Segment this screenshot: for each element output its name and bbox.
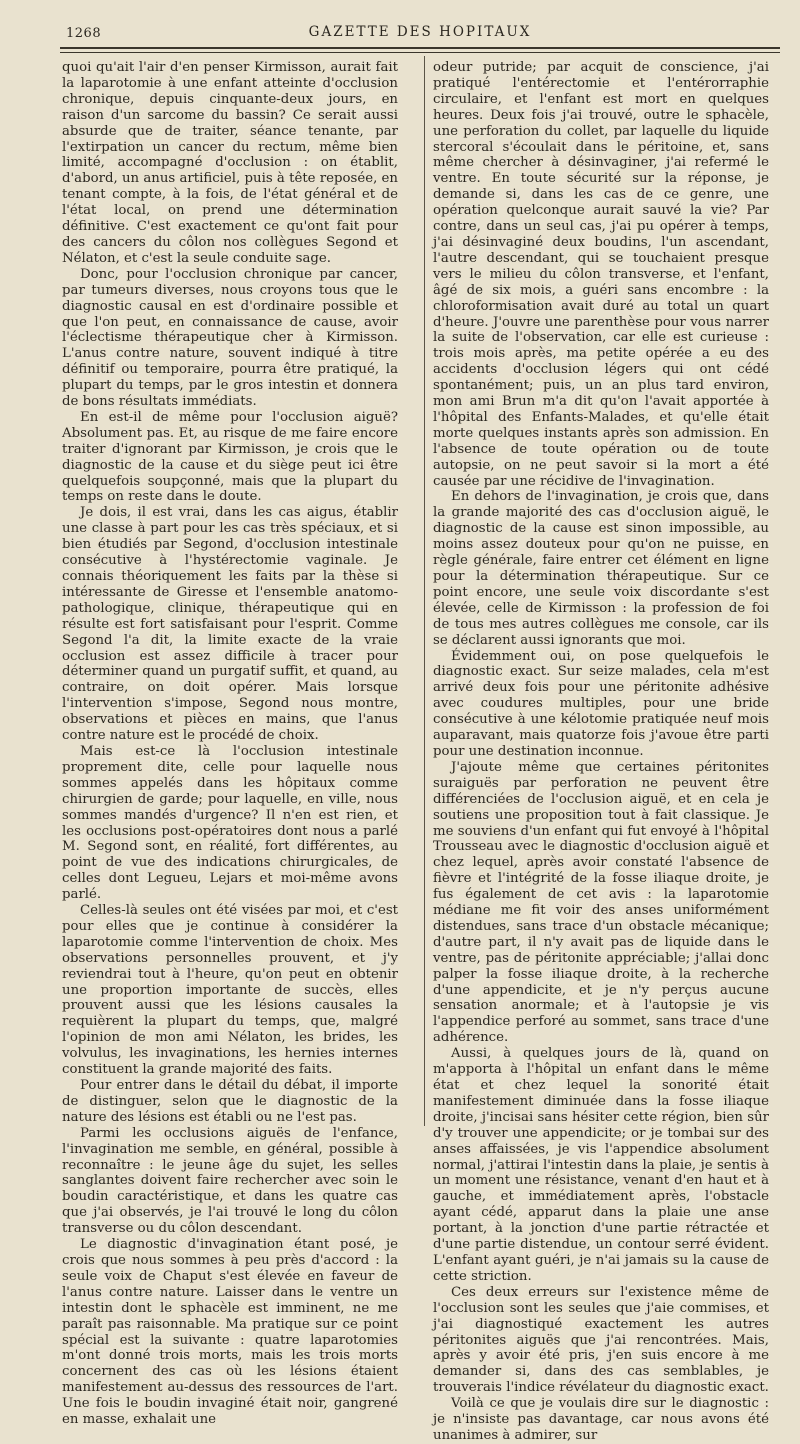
paragraph: Donc, pour l'occlusion chronique par cancer, par tumeurs diverses, nous croyons tous que le diagnostic causal en est d'ordinaire possible et que l'on peut, en connaissance de cause, avoir l'éclectisme thérapeutique cher à Kirmisson. L'anus contre nature, souvent indiqué à titre définitif ou temporaire, pourra être pratiqué, la plupart du temps, par le gros intestin et donnera de bons résultats immédiats. bbox=[62, 266, 398, 410]
paragraph: Le diagnostic d'invagination étant posé, je crois que nous sommes à peu près d'accord : la seule voix de Chaput s'est élevée en faveur de l'anus contre nature. Laisser dans le ventre un intestin dont le sphacèle est imminent, ne me paraît pas raisonnable. Ma pratique sur ce point spécial est la suivante : quatre laparotomies m'ont donné trois morts, mais les trois morts concernent des cas où les lésions étaient manifestement au-dessus des ressources de l'art. Une fois le boudin invaginé était noir, gangrené en masse, exhalait une bbox=[62, 1237, 398, 1428]
paragraph: quoi qu'ait l'air d'en penser Kirmisson, aurait fait la laparotomie à une enfant atteinte d'occlusion chronique, depuis cinquante-deux jours, en raison d'un sarcome du bassin? Ce serait aussi absurde que de traiter, séance tenante, par l'extirpation un cancer du rectum, même bien limité, accompagné d'occlusion : on établit, d'abord, un anus artificiel, puis à tête reposée, en tenant compte, à la fois, de l'état général et de l'état local, on prend une détermination définitive. C'est exactement ce qu'ont fait pour des cancers du côlon nos collègues Segond et Nélaton, et c'est la seule conduite sage. bbox=[62, 60, 398, 266]
paragraph: Ces deux erreurs sur l'existence même de l'occlusion sont les seules que j'aie commises, et j'ai diagnostiqué exactement les autres péritonites aiguës que j'ai rencontrées. Mais, après y avoir été pris, j'en suis encore à me demander si, dans des cas semblables, je trouverais l'indice révélateur du diagnostic exact. bbox=[433, 1284, 769, 1396]
paragraph: Voilà ce que je voulais dire sur le diagnostic : je n'insiste pas davantage, car nous avons été unanimes à admirer, sur bbox=[433, 1396, 769, 1443]
paragraph: Je dois, il est vrai, dans les cas aigus, établir une classe à part pour les cas très spéciaux, et si bien étudiés par Segond, d'occlusion intestinale consécutive à l'hystérectomie vaginale. Je connais théoriquement les faits par la thèse si intéressante de Giresse et l'ensemble anatomo-pathologique, clinique, thérapeutique qui en résulte est fort satisfaisant pour l'esprit. Comme Segond l'a dit, la limite exacte de la vraie occlusion est assez difficile à tracer pour déterminer quand un purgatif suffit, et quand, au contraire, on doit opérer. Mais lorsque l'intervention s'impose, Segond nous montre, observations et pièces en mains, que l'anus contre nature est le procédé de choix. bbox=[62, 505, 398, 744]
left-column bbox=[62, 60, 398, 1428]
header-rule-thin bbox=[60, 52, 780, 53]
paragraph: Aussi, à quelques jours de là, quand on m'apporta à l'hôpital un enfant dans le même état et chez lequel la sonorité était manifestement diminuée dans la fosse iliaque droite, j'incisai sans hésiter cette région, bien sûr d'y trouver une appendicite; or je tombai sur des anses affaissées, je vis l'appendice absolument normal, j'attirai l'intestin dans la plaie, je sentis à un moment une résistance, venant d'en haut et à gauche, et immédiatement après, l'obstacle ayant cédé, apparut dans la plaie une anse portant, à la jonction d'une partie rétractée et d'une partie distendue, un contour serré évident. L'enfant ayant guéri, je n'ai jamais su la cause de cette striction. bbox=[433, 1046, 769, 1284]
paragraph: J'ajoute même que certaines péritonites suraiguës par perforation ne peuvent être différenciées de l'occlusion aiguë, et en cela je soutiens une proposition tout à fait classique. Je me souviens d'un enfant qui fut envoyé à l'hôpital Trousseau avec le diagnostic d'occlusion aiguë et chez lequel, après avoir constaté l'absence de fièvre et l'intégrité de la fosse iliaque droite, je fus également de cet avis : la laparotomie médiane me fit voir des anses uniformément distendues, sans trace d'un obstacle mécanique; d'autre part, il n'y avait pas de liquide dans le ventre, pas de péritonite appréciable; j'allai donc palper la fosse iliaque droite, à la recherche d'une appendicite, et je n'y perçus aucune sensation anormale; et à l'autopsie je vis l'appendice perforé au sommet, sans trace d'une adhérence. bbox=[433, 759, 769, 1046]
page-header bbox=[60, 20, 780, 46]
paragraph: En est-il de même pour l'occlusion aiguë? Absolument pas. Et, au risque de me faire encore traiter d'ignorant par Kirmisson, je crois que le diagnostic de la cause et du siège peut ici être quelquefois soupçonné, mais que la plupart du temps on reste dans le doute. bbox=[62, 409, 398, 505]
journal-title: GAZETTE DES HOPITAUX bbox=[308, 24, 532, 40]
paragraph: Celles-là seules ont été visées par moi, et c'est pour elles que je continue à considérer la laparotomie comme l'intervention de choix. Mes observations personnelles prouvent, et j'y reviendrai tout à l'heure, qu'on peut en obtenir une proportion importante de succès, elles prouvent aussi que les lésions causales la requièrent la plupart du temps, que, malgré l'opinion de mon ami Nélaton, les brides, les volvulus, les invaginations, les hernies internes constituent la grande majorité des faits. bbox=[62, 903, 398, 1078]
paragraph: En dehors de l'invagination, je crois que, dans la grande majorité des cas d'occlusion aiguë, le diagnostic de la cause est sinon impossible, au moins assez douteux pour qu'on ne puisse, en règle générale, faire entrer cet élément en ligne pour la détermination thérapeutique. Sur ce point encore, une seule voix discordante s'est élevée, celle de Kirmisson : la profession de foi de tous mes autres collègues me console, car ils se déclarent aussi ignorants que moi. bbox=[433, 489, 769, 648]
paragraph: Pour entrer dans le détail du débat, il importe de distinguer, selon que le diagnostic de la nature des lésions est établi ou ne l'est pas. bbox=[62, 1078, 398, 1125]
paragraph: Mais est-ce là l'occlusion intestinale proprement dite, celle pour laquelle nous sommes appelés dans les hôpitaux comme chirurgien de garde; pour laquelle, en ville, nous sommes mandés d'urgence? Il n'en est rien, et les occlusions post-opératoires dont nous a parlé M. Segond sont, en réalité, fort différentes, au point de vue des indications chirurgicales, de celles dont Legueu, Lejars et moi-même avons parlé. bbox=[62, 743, 398, 903]
paragraph: Parmi les occlusions aiguës de l'enfance, l'invagination me semble, en général, possible à reconnaître : le jeune âge du sujet, les selles sanglantes doivent faire rechercher avec soin le boudin caractéristique, et dans les quatre cas que j'ai observés, je l'ai trouvé le long du côlon transverse ou du côlon descendant. bbox=[62, 1125, 398, 1237]
paragraph: odeur putride; par acquit de conscience, j'ai pratiqué l'entérectomie et l'entérorraphie circulaire, et l'enfant est mort en quelques heures. Deux fois j'ai trouvé, outre le sphacèle, une perforation du collet, par laquelle du liquide stercoral s'écoulait dans le péritoine, et, sans même chercher à désinvaginer, j'ai refermé le ventre. En toute sécurité sur la réponse, je demande si, dans les cas de ce genre, une opération quelconque aurait sauvé la vie? Par contre, dans un seul cas, j'ai pu opérer à temps, j'ai désinvaginé deux boudins, l'un ascendant, l'autre descendant, qui se touchaient presque vers le milieu du côlon transverse, et l'enfant, âgé de six mois, a guéri sans encombre : la chloroformisation avait duré au total un quart d'heure. J'ouvre une parenthèse pour vous narrer la suite de l'observation, car elle est curieuse : trois mois après, ma petite opérée a eu des accidents d'occlusion légers qui ont cédé spontanément; puis, un an plus tard environ, mon ami Brun m'a dit qu'on l'avait apportée à l'hôpital des Enfants-Malades, et qu'elle était morte quelques instants après son admission. En l'absence de toute opération ou de toute autopsie, on ne peut savoir si la mort a été causée par une récidive de l'invagination. bbox=[433, 60, 769, 489]
header-rule-thick bbox=[60, 47, 780, 49]
right-column bbox=[433, 60, 769, 1443]
column-divider bbox=[424, 56, 425, 1126]
paragraph: Évidemment oui, on pose quelquefois le diagnostic exact. Sur seize malades, cela m'est arrivé deux fois pour une péritonite adhésive avec coudures multiples, pour une bride consécutive à une kélotomie pratiquée neuf mois auparavant, mais quatorze fois j'avoue être parti pour une destination inconnue. bbox=[433, 648, 769, 759]
page-number: 1268 bbox=[66, 26, 102, 41]
